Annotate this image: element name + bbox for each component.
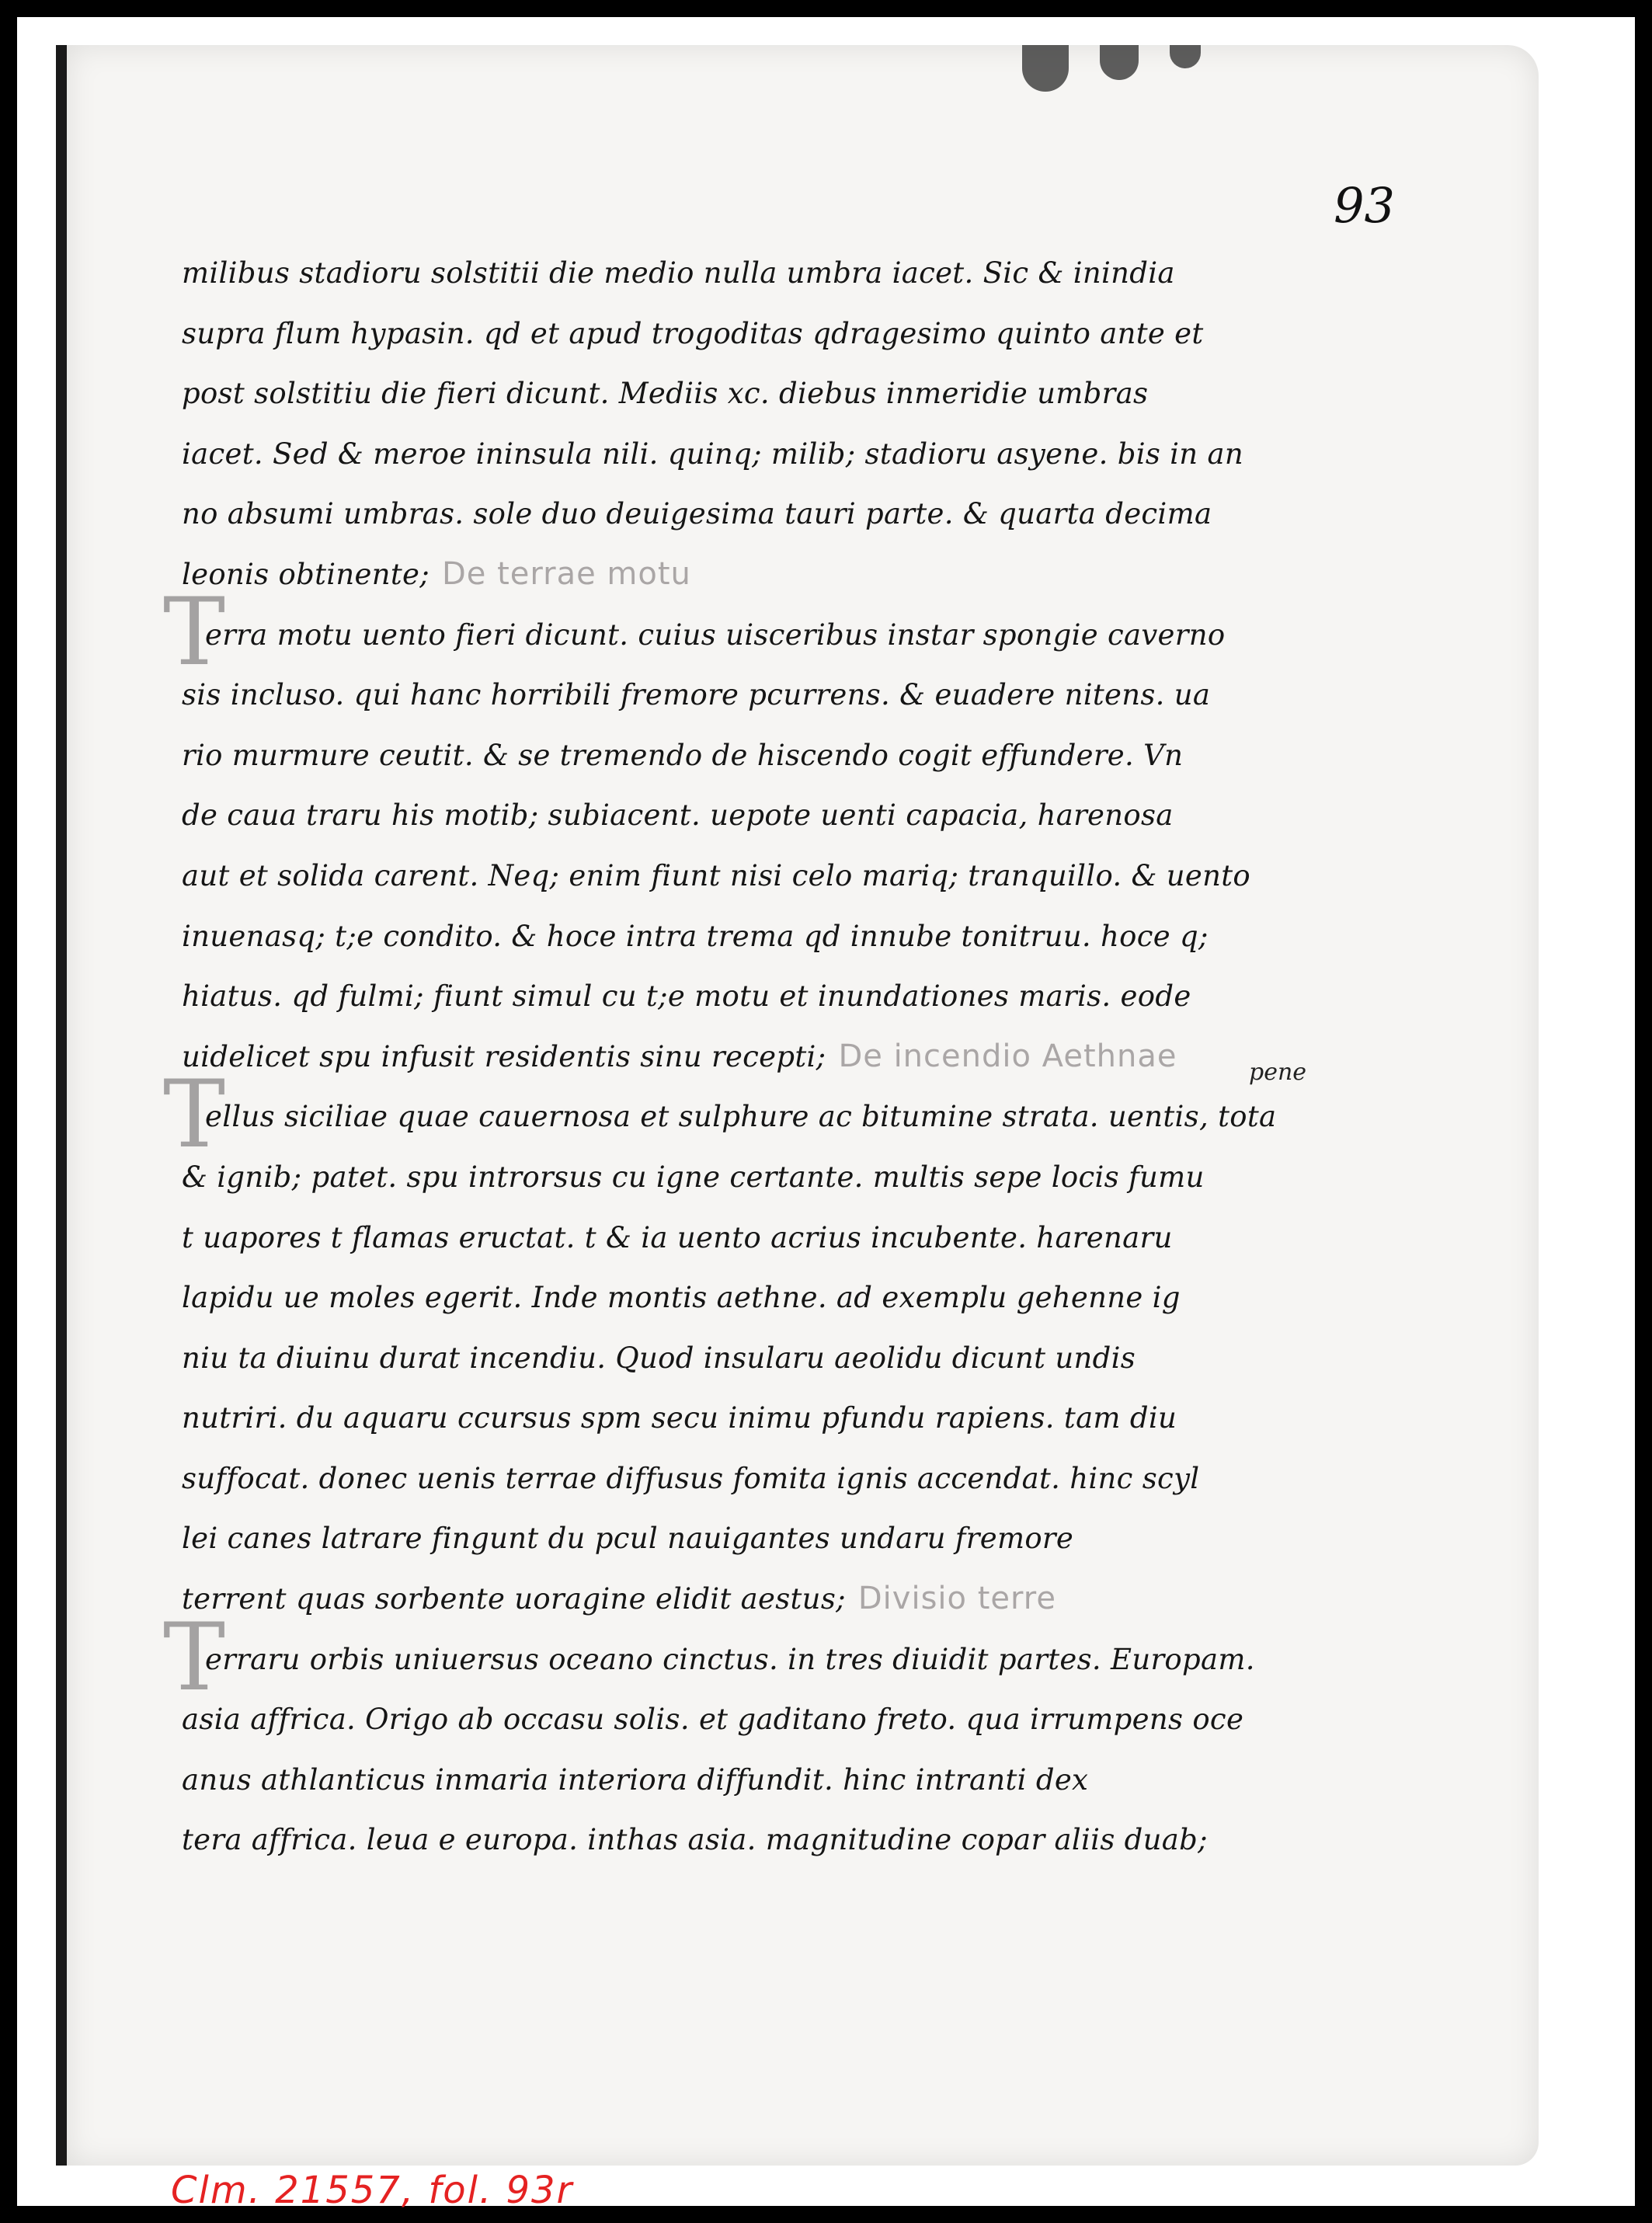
section-rubric: De terrae motu [441, 555, 691, 592]
text-line: inuenasq; t;e condito. & hoce intra trema qd innube tonitruu. hoce q; [182, 919, 1209, 953]
manuscript-text [163, 243, 1424, 1870]
text-line: erra motu uento fieri dicunt. cuius uisceribus instar spongie caverno [205, 618, 1226, 652]
ink-stain [1022, 45, 1069, 92]
text-line: rio murmure ceutit. & se tremendo de hiscendo cogit effundere. Vn [182, 738, 1184, 772]
text-line: de caua traru his motib; subiacent. uepote uenti capacia, harenosa [182, 798, 1174, 833]
interlinear-gloss: pene [1249, 1059, 1307, 1086]
text-line: uidelicet spu infusit residentis sinu recepti; De incendio Aethnae [182, 1038, 1177, 1074]
folio-number: 93 [1334, 177, 1395, 234]
text-line: supra flum hypasin. qd et apud trogoditas qdragesimo quinto ante et [182, 316, 1204, 350]
text-line: niu ta diuinu durat incendiu. Quod insularu aeolidu dicunt undis [182, 1341, 1136, 1375]
text-line: tera affrica. leua e europa. inthas asia. magnitudine copar aliis duab; [182, 1823, 1208, 1857]
manuscript-page [67, 45, 1539, 2166]
text-line: erraru orbis uniuersus oceano cinctus. in tres diuidit partes. Europam. [205, 1642, 1255, 1676]
text-line: aut et solida carent. Neq; enim fiunt nisi celo mariq; tranquillo. & uento [182, 858, 1250, 892]
text-line: milibus stadioru solstitii die medio nulla umbra iacet. Sic & inindia [182, 256, 1175, 290]
text-line: sis incluso. qui hanc horribili fremore pcurrens. & euadere nitens. ua [182, 678, 1211, 712]
text-line: iacet. Sed & meroe ininsula nili. quinq; milib; stadioru asyene. bis in an [182, 437, 1243, 471]
text-line: no absumi umbras. sole duo deuigesima tauri parte. & quarta decima [182, 497, 1212, 531]
text-line: ellus siciliae quae cauernosa et sulphure ac bitumine strata. uentis, tota [205, 1100, 1277, 1134]
rubricated-initial: T [163, 579, 226, 687]
text-line: lapidu ue moles egerit. Inde montis aethne. ad exemplu gehenne ig [182, 1281, 1181, 1315]
rubricated-initial: T [163, 1604, 226, 1712]
text-line: asia affrica. Origo ab occasu solis. et gaditano freto. qua irrumpens oce [182, 1703, 1244, 1737]
shelfmark-label: Clm. 21557, fol. 93r [171, 2169, 574, 2212]
rubricated-initial: T [163, 1061, 226, 1169]
text-line: hiatus. qd fulmi; fiunt simul cu t;e motu et inundationes maris. eode [182, 979, 1191, 1014]
text-line: & ignib; patet. spu introrsus cu igne certante. multis sepe locis fumu [182, 1160, 1205, 1194]
text-line: terrent quas sorbente uoragine elidit aestus; Divisio terre [182, 1581, 1056, 1617]
text-line: lei canes latrare fingunt du pcul nauigantes undaru fremore [182, 1522, 1074, 1556]
text-line: nutriri. du aquaru ccursus spm secu inimu pfundu rapiens. tam diu [182, 1401, 1177, 1435]
ink-stain [1170, 45, 1201, 68]
section-rubric: De incendio Aethnae [838, 1038, 1177, 1074]
section-rubric: Divisio terre [857, 1581, 1056, 1617]
text-line: suffocat. donec uenis terrae diffusus fomita ignis accendat. hinc scyl [182, 1461, 1200, 1495]
text-line: t uapores t flamas eructat. t & ia uento acrius incubente. harenaru [182, 1220, 1173, 1254]
ink-stain [1100, 45, 1139, 80]
binding-spine [56, 45, 67, 2166]
text-line: post solstitiu die fieri dicunt. Mediis xc. diebus inmeridie umbras [182, 377, 1149, 411]
text-line: leonis obtinente; De terrae motu [182, 555, 691, 592]
text-line: anus athlanticus inmaria interiora diffundit. hinc intranti dex [182, 1762, 1089, 1797]
